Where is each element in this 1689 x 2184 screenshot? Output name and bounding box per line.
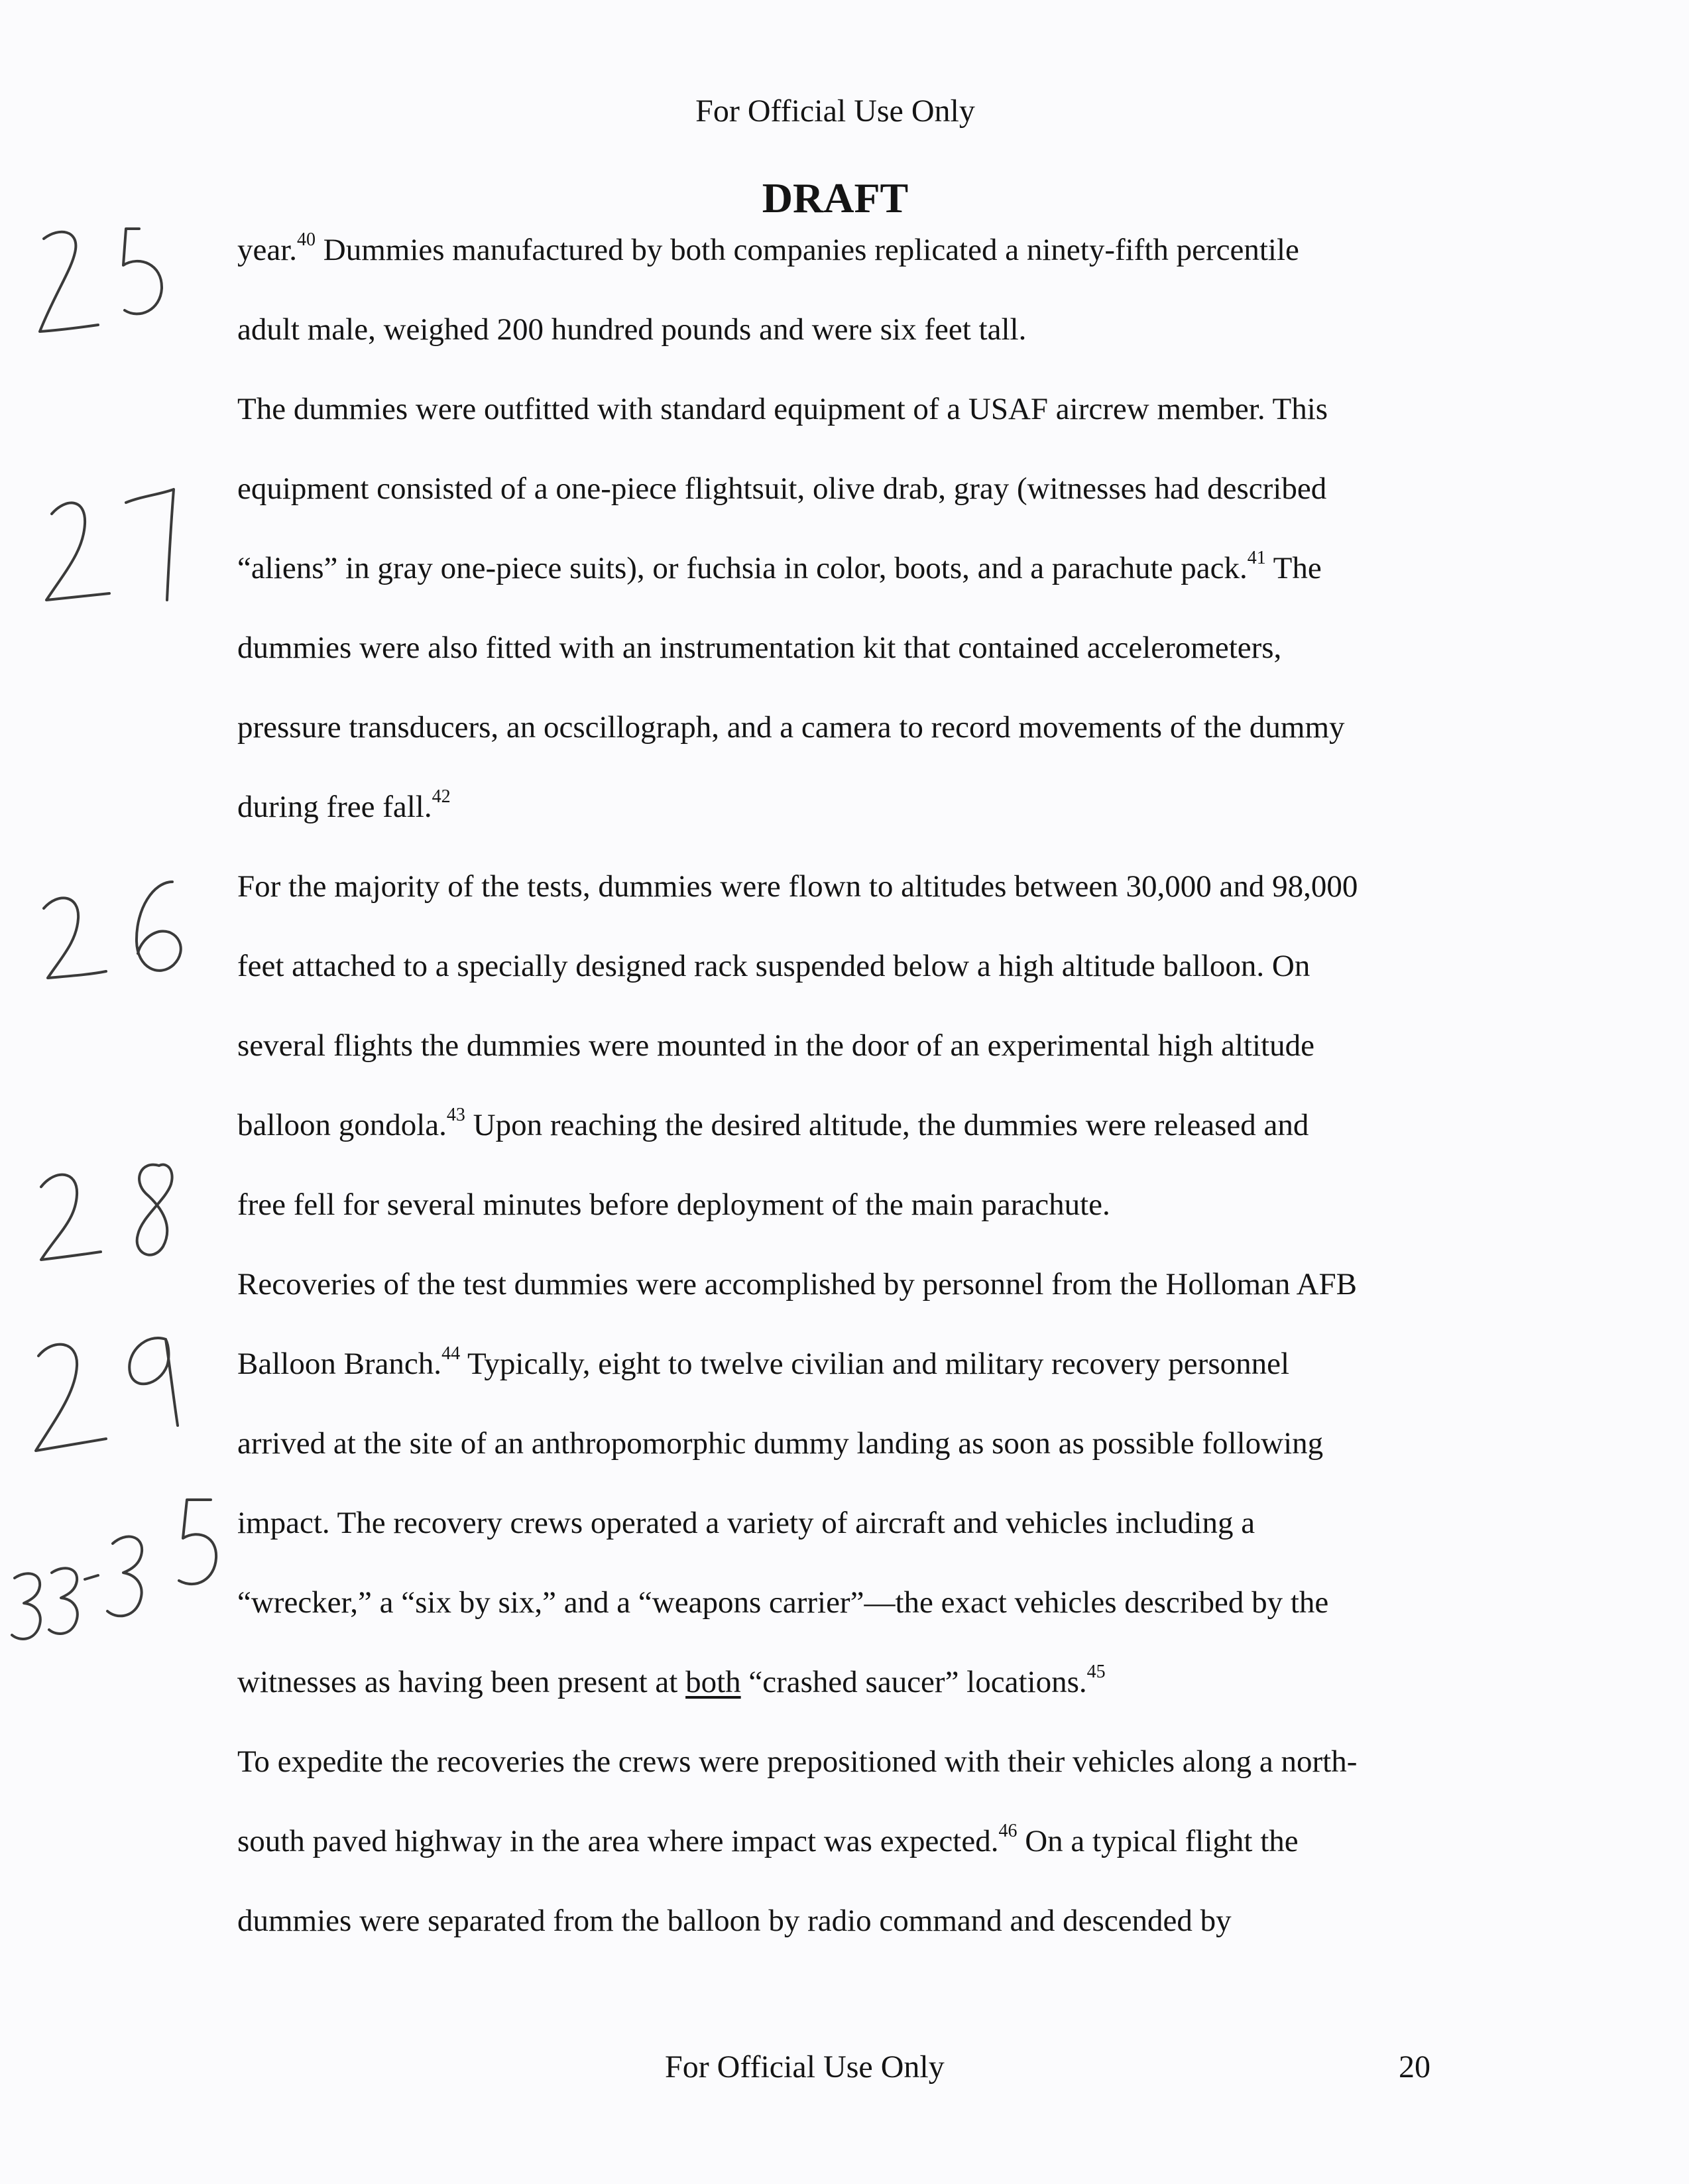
body-line <box>237 951 1310 982</box>
body-line <box>237 229 1299 267</box>
body-line <box>237 1662 1106 1699</box>
page-number: 20 <box>1399 2049 1430 2085</box>
body-line <box>237 1428 1323 1459</box>
body-line <box>237 871 1358 902</box>
footnote-marker: 44 <box>441 1343 461 1364</box>
text-run: The <box>1265 551 1322 585</box>
text-run: several flights the dummies were mounted in the door of an experimental high altitude <box>237 1028 1314 1063</box>
text-run: south paved highway in the area where impact was expected. <box>237 1824 999 1858</box>
footnote-marker: 40 <box>297 229 316 250</box>
body-line <box>237 1189 1110 1221</box>
text-run: equipment consisted of a one-piece flightsuit, olive drab, gray (witnesses had described <box>237 471 1327 506</box>
body-line <box>237 1906 1232 1937</box>
text-run: Balloon Branch. <box>237 1347 442 1381</box>
text-run: Dummies manufactured by both companies replicated a ninety-fifth percentile <box>316 233 1299 267</box>
body-line <box>237 786 451 824</box>
text-run: dummies were also fitted with an instrumentation kit that contained accelerometers, <box>237 631 1282 665</box>
body-line <box>237 1587 1328 1618</box>
margin-note-26 <box>44 882 181 978</box>
page-footer: For Official Use Only <box>665 2049 945 2085</box>
body-line <box>237 1343 1290 1381</box>
body-line <box>237 314 1026 345</box>
body-line <box>237 1105 1309 1142</box>
body-line <box>237 548 1322 585</box>
text-run: impact. The recovery crews operated a variety of aircraft and vehicles including a <box>237 1506 1255 1540</box>
body-line <box>237 1269 1357 1300</box>
body-line <box>237 1508 1255 1539</box>
margin-note-29 <box>36 1338 178 1451</box>
underlined-text: both <box>685 1665 741 1699</box>
text-run: dummies were separated from the balloon by radio command and descended by <box>237 1904 1232 1938</box>
text-run: “crashed saucer” locations. <box>740 1665 1087 1699</box>
footnote-marker: 43 <box>446 1105 465 1125</box>
text-run: Recoveries of the test dummies were accomplished by personnel from the Holloman AFB <box>237 1267 1357 1302</box>
footnote-marker: 46 <box>998 1821 1018 1841</box>
body-line <box>237 633 1281 664</box>
handwritten-margin-notes <box>0 0 239 1724</box>
text-run: The dummies were outfitted with standard equipment of a USAF aircrew member. This <box>237 392 1328 426</box>
text-run: year. <box>237 233 298 267</box>
body-line <box>237 712 1345 743</box>
footnote-marker: 45 <box>1086 1662 1106 1682</box>
text-run: Typically, eight to twelve civilian and military recovery personnel <box>460 1347 1290 1381</box>
text-run: “wrecker,” a “six by six,” and a “weapons carrier”—the exact vehicles described by the <box>237 1585 1329 1620</box>
text-run: “aliens” in gray one-piece suits), or fuchsia in color, boots, and a parachute pack. <box>237 551 1248 585</box>
margin-note-27 <box>46 489 174 600</box>
footnote-marker: 42 <box>432 786 451 807</box>
text-run: To expedite the recoveries the crews were prepositioned with their vehicles along a north- <box>237 1744 1358 1779</box>
body-line <box>237 473 1326 505</box>
body-line <box>237 394 1328 425</box>
text-run: Upon reaching the desired altitude, the dummies were released and <box>465 1108 1309 1142</box>
body-line <box>237 1746 1357 1778</box>
text-run: adult male, weighed 200 hundred pounds and were six feet tall. <box>237 312 1027 347</box>
body-line <box>237 1821 1299 1858</box>
margin-note-28 <box>41 1165 172 1260</box>
text-run: feet attached to a specially designed rack suspended below a high altitude balloon. On <box>237 949 1310 983</box>
text-run: witnesses as having been present at <box>237 1665 686 1699</box>
margin-note-25 <box>40 229 162 332</box>
text-run: On a typical flight the <box>1017 1824 1299 1858</box>
page-header: For Official Use Only <box>695 93 975 129</box>
text-run: balloon gondola. <box>237 1108 447 1142</box>
text-run: arrived at the site of an anthropomorphic dummy landing as soon as possible following <box>237 1426 1324 1461</box>
footnote-marker: 41 <box>1247 548 1266 568</box>
text-run: free fell for several minutes before deployment of the main parachute. <box>237 1187 1110 1222</box>
margin-note-33-35 <box>12 1500 216 1639</box>
text-run: during free fall. <box>237 790 432 824</box>
text-run: pressure transducers, an ocscillograph, and a camera to record movements of the dummy <box>237 710 1345 745</box>
draft-title: DRAFT <box>762 174 909 221</box>
text-run: For the majority of the tests, dummies were flown to altitudes between 30,000 and 98,000 <box>237 869 1358 904</box>
body-line <box>237 1030 1314 1062</box>
